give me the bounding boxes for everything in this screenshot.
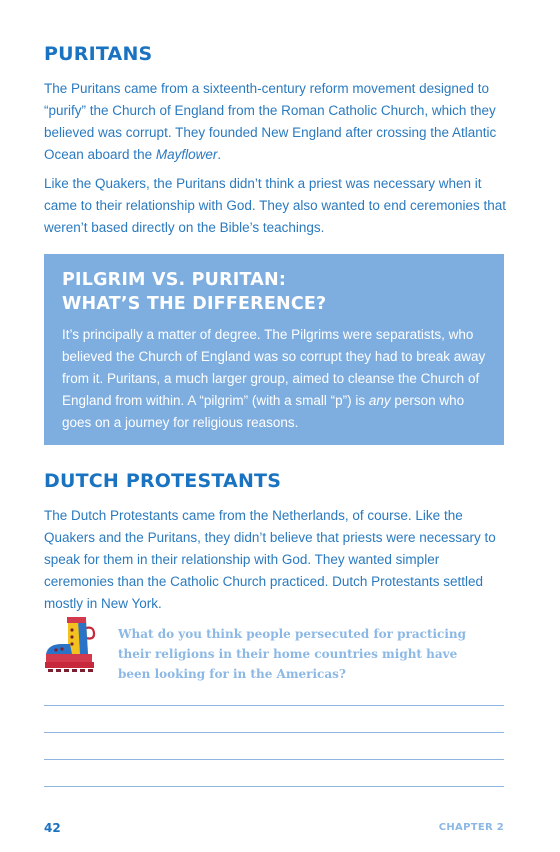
pilgrim-vs-puritan-sidebar <box>44 254 504 445</box>
dutch-protestants-heading: DUTCH PROTESTANTS <box>44 470 282 492</box>
sidebar-heading-line-1: PILGRIM VS. PURITAN: <box>62 270 287 290</box>
chapter-label: CHAPTER 2 <box>438 822 504 833</box>
sidebar-text-part-2: person who goes on a journey for religious reasons. <box>62 393 465 430</box>
page-number: 42 <box>44 821 61 835</box>
mayflower-italic: Mayflower <box>155 147 218 162</box>
sidebar-text-part-1: It’s principally a matter of degree. The Pilgrims were separatists, who believed the Church of England was so corrupt they had to break away from it. Puritans, a much larger group, aimed to cleanse the Church of England from within. A “pilgrim” (with a small “p”) is <box>62 327 486 408</box>
dutch-protestants-paragraph: The Dutch Protestants came from the Netherlands, of course. Like the Quakers and the Puritans, they didn’t believe that priests were necessary to speak for them in their relationship with God. They wanted simpler ceremonies than the Catholic Church practiced. Dutch Protestants settled mostly in New York. <box>44 508 496 611</box>
sidebar-heading-line-2: WHAT’S THE DIFFERENCE? <box>62 294 327 314</box>
puritans-paragraph-2: Like the Quakers, the Puritans didn’t think a priest was necessary when it came to their relationship with God. They also wanted to end ceremonies that weren’t based directly on the Bible’s teachings. <box>44 176 507 235</box>
answer-line[interactable] <box>44 705 504 706</box>
puritans-paragraph-1 <box>44 78 510 166</box>
puritans-para1-text: The Puritans came from a sixteenth-century reform movement designed to “purify” the Church of England from the Roman Catholic Church, which they believed was corrupt. They founded New England after crossing the Atlantic Ocean aboard the <box>44 81 497 162</box>
sidebar-text <box>62 324 492 434</box>
any-italic: any <box>368 393 391 408</box>
reflection-question: What do you think people persecuted for practicing their religions in their home countries might have been looking for in the Americas? <box>118 627 467 681</box>
answer-line[interactable] <box>44 759 504 760</box>
hiking-boot-icon <box>42 614 106 676</box>
answer-line[interactable] <box>44 786 504 787</box>
sidebar-heading <box>62 268 326 316</box>
answer-line[interactable] <box>44 732 504 733</box>
puritans-para1-end: . <box>217 147 222 162</box>
puritans-heading: PURITANS <box>44 43 153 65</box>
